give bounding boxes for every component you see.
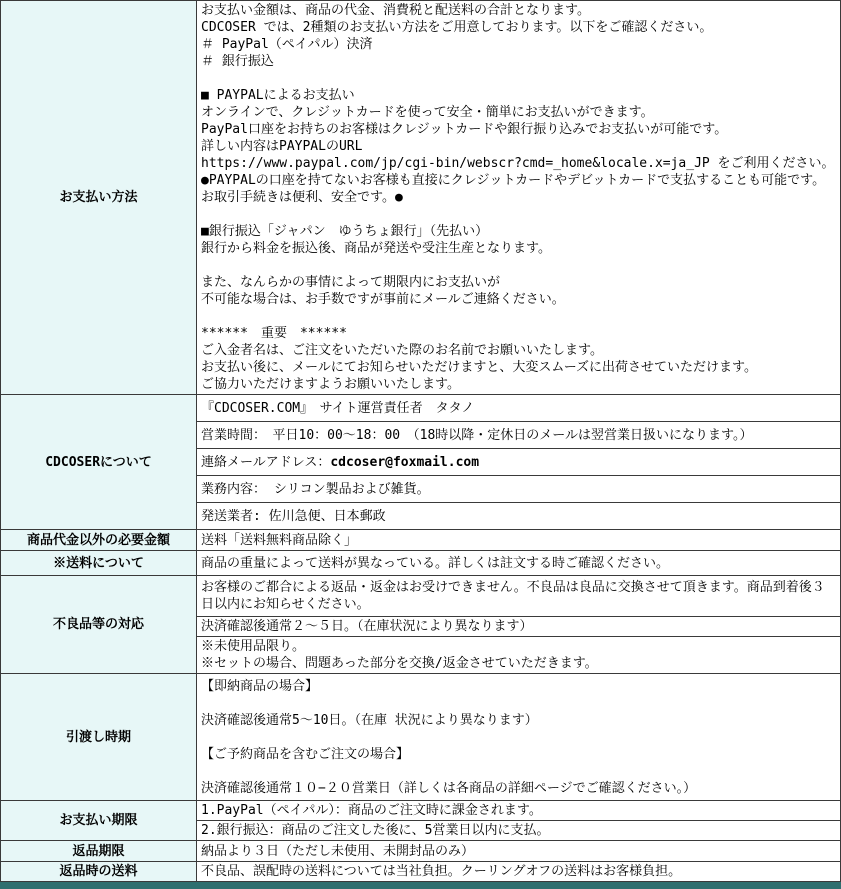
section-content-cell — [197, 1, 841, 395]
text-line: お支払い後に、メールにてお知らせいただけますと、大変スムーズに出荷させていただけます。 — [201, 360, 758, 375]
section-label: ※送料について — [1, 551, 197, 576]
contact-email: cdcoser@foxmail.com — [330, 454, 480, 470]
section-label: CDCOSERについて — [1, 395, 197, 530]
table-row — [1, 841, 841, 862]
text-line: ＃ 銀行振込 — [201, 54, 274, 69]
text-line: ****** 重要 ****** — [201, 326, 347, 341]
table-row — [1, 576, 841, 617]
section-content-cell — [197, 503, 841, 530]
text-line: 決済確認後通常２〜５日。（在庫状況により異なります） — [201, 619, 533, 634]
section-label: 返品期限 — [1, 841, 197, 862]
text-line: 決済確認後通常１０−２０営業日（詳しくは各商品の詳細ページでご確認ください。） — [201, 780, 697, 796]
section-content-cell — [197, 637, 841, 674]
text-line: 商品の重量によって送料が異なっている。詳しくは註文する時ご確認ください。 — [201, 555, 670, 571]
text-line: ●PAYPALの口座を持てないお客様も直接にクレジットカードやデビットカードで支払することも可能です。 — [201, 173, 826, 188]
text-line: 業務内容： シリコン製品および雑貨。 — [201, 481, 430, 497]
text-line: ■銀行振込「ジャパン ゆうちょ銀行」（先払い） — [201, 224, 489, 239]
table-row — [1, 1, 841, 395]
section-label: 不良品等の対応 — [1, 576, 197, 674]
section-content-cell — [197, 395, 841, 422]
text-line: 不良品、誤配時の送料については当社負担。クーリングオフの送料はお客様負担。 — [201, 864, 682, 879]
table-row — [1, 530, 841, 551]
shop-info-table-body — [1, 1, 841, 882]
text-line: お支払い金額は、商品の代金、消費税と配送料の合計となります。 — [201, 3, 590, 18]
section-content-cell — [197, 674, 841, 801]
section-label: 返品時の送料 — [1, 862, 197, 882]
text-line: ご入金者名は、ご注文をいただいた際のお名前でお願いいたします。 — [201, 343, 603, 358]
section-content-cell — [197, 449, 841, 476]
text-line: 営業時間： 平日10：00〜18：00 （18時以降・定休日のメールは翌営業日扱いになります。） — [201, 427, 753, 443]
table-row — [1, 674, 841, 801]
text-line: 銀行から料金を振込後、商品が発送や受注生産となります。 — [201, 241, 551, 256]
text-line: 発送業者: 佐川急便、日本郵政 — [201, 508, 386, 524]
text-line — [201, 695, 836, 712]
section-label: お支払い方法 — [1, 1, 197, 395]
text-line: https://www.paypal.com/jp/cgi-bin/webscr?cmd=_home&locale.x=ja_JP をご利用ください。 — [201, 156, 835, 171]
section-label: 商品代金以外の必要金額 — [1, 530, 197, 551]
section-content-cell — [197, 422, 841, 449]
section-content-cell — [197, 530, 841, 551]
text-line: 『CDCOSER.COM』 サイト運営責任者 タタノ — [201, 400, 475, 416]
text-line: 納品より３日（ただし未使用、未開封品のみ） — [201, 843, 475, 859]
text-line: 1.PayPal（ペイパル）：商品のご注文時に課金されます。 — [201, 803, 542, 818]
text-part: 連絡メールアドレス： — [201, 454, 331, 470]
text-line — [201, 206, 836, 223]
section-content-cell — [197, 476, 841, 503]
section-label: お支払い期限 — [1, 801, 197, 841]
text-line: お客様のご都合による返品・返金はお受けできません。不良品は良品に交換させて頂きます。商品到着後３日以内にお知らせください。 — [201, 580, 825, 612]
text-line: ■ PAYPALによるお支払い — [201, 88, 355, 103]
text-line: オンラインで、クレジットカードを使って安全・簡単にお支払いができます。 — [201, 105, 654, 120]
text-line: ※セットの場合、問題あった部分を交換/返金させていただきます。 — [201, 656, 598, 671]
text-line — [201, 729, 836, 746]
text-line: 【即納商品の場合】 — [201, 678, 319, 694]
text-line: CDCOSER では、2種類のお支払い方法をご用意しております。以下をご確認ください。 — [201, 20, 713, 35]
table-row — [1, 862, 841, 882]
section-content-cell — [197, 551, 841, 576]
text-line: 送料「送料無料商品除く」 — [201, 532, 358, 548]
section-content-cell — [197, 841, 841, 862]
text-line: PayPal口座をお持ちのお客様はクレジットカードや銀行振り込みでお支払いが可能です。 — [201, 122, 728, 137]
section-content-cell — [197, 821, 841, 841]
table-row — [1, 395, 841, 422]
section-content-cell — [197, 576, 841, 617]
text-line: 【ご予約商品を含むご注文の場合】 — [201, 746, 410, 762]
text-line: お取引手続きは便利、安全です。● — [201, 190, 403, 205]
footer-bar — [0, 882, 841, 889]
text-line: 詳しい内容はPAYPALのURL — [201, 139, 363, 154]
section-content-cell — [197, 617, 841, 637]
section-content-cell — [197, 801, 841, 821]
section-label: 引渡し時期 — [1, 674, 197, 801]
text-line — [201, 70, 836, 87]
text-line: ＃ PayPal（ペイパル）決済 — [201, 37, 373, 52]
section-content-cell — [197, 862, 841, 882]
text-line — [201, 308, 836, 325]
text-line — [201, 257, 836, 274]
text-line: ※未使用品限り。 — [201, 639, 306, 654]
text-line: 決済確認後通常5〜10日。（在庫 状況により異なります） — [201, 712, 538, 728]
text-line: 2.銀行振込：商品のご注文した後に、5営業日以内に支払。 — [201, 823, 550, 838]
text-line: ご協力いただけますようお願いいたします。 — [201, 377, 460, 392]
text-line — [201, 454, 836, 471]
text-line: また、なんらかの事情によって期限内にお支払いが — [201, 275, 501, 290]
table-row — [1, 801, 841, 821]
text-line — [201, 763, 836, 780]
text-line: 不可能な場合は、お手数ですが事前にメールご連絡ください。 — [201, 292, 565, 307]
table-row — [1, 551, 841, 576]
